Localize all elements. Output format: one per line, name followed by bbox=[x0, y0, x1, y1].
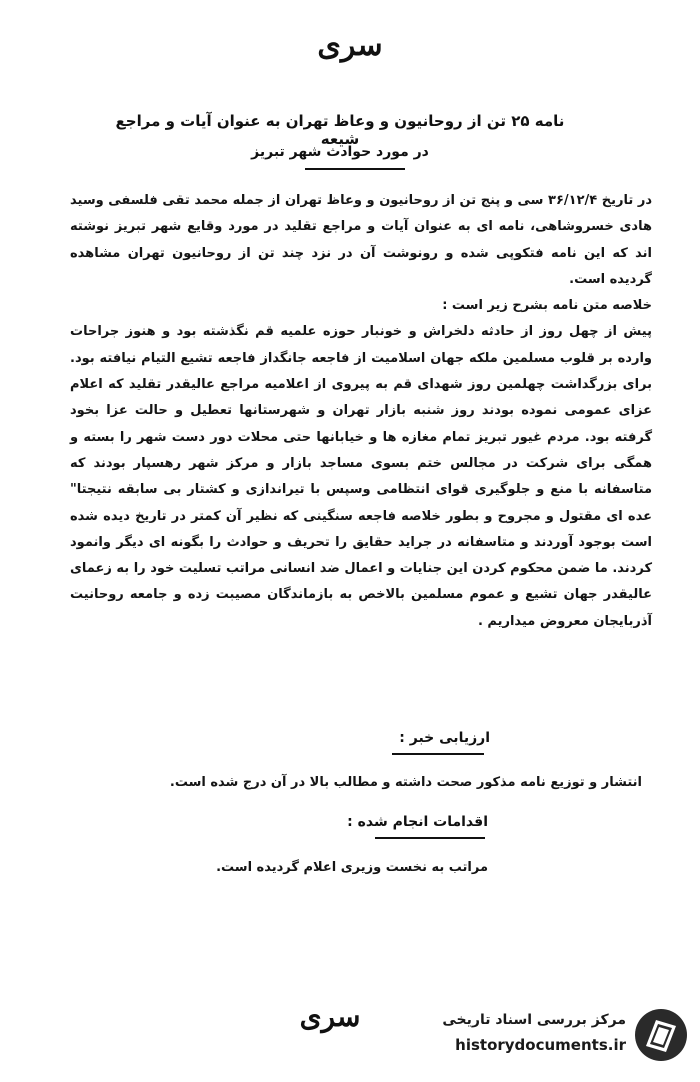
opinion-heading-underline bbox=[392, 753, 484, 755]
classification-bottom: سری bbox=[299, 1000, 361, 1033]
document-title: نامه ۲۵ تن از روحانیون و وعاظ تهران به عنوان آیات و مراجع شیعه bbox=[115, 112, 565, 148]
opinion-heading: ارزیابی خبر : bbox=[399, 730, 490, 746]
document-subtitle: در مورد حوادث شهر تبریز bbox=[251, 144, 429, 160]
classification-top: سری bbox=[317, 28, 383, 63]
actions-text: مراتب به نخست وزیری اعلام گردیده است. bbox=[216, 860, 488, 875]
paragraph-letter-text: پیش از چهل روز از حادثه دلخراش و خونبار حوزه علمیه قم نگذشته بود و هنوز جراحات وارده بر قلوب مسلمین ملکه جهان اسلامیت از فاجعه جانگداز فاجعه تشیع التیام نیافته بود. برای بزرگداشت چهلمین روز شهدای قم به پیروی از اعلامیه مراجع عالیقدر تقلید که اعلام عزای عمومی نموده بودند روز شنبه بازار تهران و شهرستانها تعطیل و حالت عزا بخود گرفته بود. مردم غیور تبریز تمام مغازه ها و خیابانها حتی محلات دور دست شهر را بسته و همگی برای شرکت در مجالس ختم بسوی مساجد بازار و مرکز شهر رهسپار بودند که متاسفانه با منع و جلوگیری قوای انتظامی وسپس با تیراندازی و کشتار بی سابقه نتیجتا" عده ای مقتول و مجروح و بطور خلاصه فاجعه سنگینی که نظیر آن کمتر در تاریخ دیده شده است بوجود آوردند و متاسفانه در جراید حقایق را تحریف و حوادث را بگونه ای دیگر وانمود کردند. ما ضمن محکوم کردن این جنایات و اعمال ضد انسانی مراتب تسلیت خود را به زعمای عالیقدر جهان تشیع و عموم مسلمین بالاخص به بازماندگان مصیبت زده و جامعه روحانیت آذربایجان معروض میداریم . bbox=[70, 324, 652, 629]
watermark-url: historydocuments.ir bbox=[455, 1036, 626, 1054]
subtitle-underline bbox=[305, 168, 405, 170]
document-body bbox=[70, 188, 652, 635]
paragraph-intro: در تاریخ ۳۶/۱۲/۴ سی و پنج تن از روحانیون و وعاظ تهران از جمله محمد تقی فلسفی وسید هادی خسروشاهی، نامه ای به عنوان آیات و مراجع تقلید در مورد وقایع شهر تبریز نوشته اند که این نامه فتکوپی شده و رونوشت آن در نزد چند تن از روحانیون تهران مشاهده گردیده است. bbox=[70, 193, 652, 287]
actions-heading-underline bbox=[375, 837, 485, 839]
paragraph-summary-lead: خلاصه متن نامه بشرح زیر است : bbox=[442, 298, 652, 314]
document-stack-logo-icon bbox=[632, 1006, 690, 1064]
watermark bbox=[420, 1006, 690, 1064]
actions-heading: اقدامات انجام شده : bbox=[347, 814, 488, 830]
watermark-name: مرکز بررسی اسناد تاریخی bbox=[442, 1012, 626, 1028]
opinion-text: انتشار و توزیع نامه مذکور صحت داشته و مطالب بالا در آن درج شده است. bbox=[169, 775, 642, 790]
